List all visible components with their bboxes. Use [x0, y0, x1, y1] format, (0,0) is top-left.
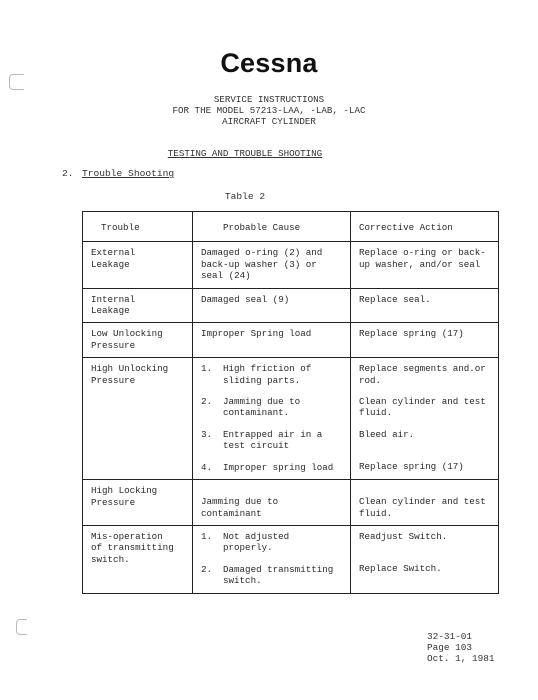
trouble-text: High Unlocking [91, 363, 169, 375]
trouble-text: Leakage [91, 305, 130, 317]
cause-cell [193, 525, 351, 593]
trouble-text: switch. [91, 553, 130, 565]
cause-text: Damaged transmitting switch. [223, 563, 334, 587]
cause-text: Jamming due to contaminant. [223, 396, 301, 419]
table-caption: Table 2 [224, 191, 266, 202]
table-row [83, 242, 499, 288]
trouble-text: of transmitting [91, 542, 174, 554]
cause-cell: Damaged o-ring (2) and back-up washer (3) or seal (24) [193, 242, 351, 288]
cause-text: Not adjusted properly. [223, 530, 290, 554]
cause-number: 3. [201, 428, 213, 440]
cause-number: 2. [201, 563, 213, 575]
trouble-text: Pressure [91, 374, 136, 386]
action-text: Bleed air. [359, 428, 415, 440]
cause-cell: Damaged seal (9) [193, 288, 351, 323]
action-cell: Replace spring (17) [351, 323, 499, 358]
cause-item [201, 531, 344, 554]
cause-item [201, 429, 344, 452]
action-text: Clean cylinder and test fluid. [359, 396, 486, 419]
cause-number: 2. [201, 396, 213, 408]
action-text: Replace spring (17) [359, 461, 464, 473]
action-text: Readjust Switch. [359, 530, 448, 542]
binder-hole-mark-bottom [16, 619, 27, 635]
page-number: Page 103 [427, 642, 473, 653]
cause-cell: Improper Spring load [193, 323, 351, 358]
trouble-shooting-table [82, 211, 499, 594]
header-line-2: FOR THE MODEL 57213-LAA, -LAB, -LAC [172, 105, 366, 116]
action-text: Replace Switch. [359, 563, 442, 575]
trouble-text: Mis-operation [91, 530, 163, 542]
trouble-cell [83, 323, 193, 358]
action-cell: Replace o-ring or back-up washer, and/or seal [351, 242, 499, 288]
trouble-text: External [91, 247, 136, 259]
table-row [83, 480, 499, 526]
trouble-cell [83, 288, 193, 323]
cause-text: Entrapped air in a test circuit [223, 428, 323, 452]
table-row [83, 323, 499, 358]
action-text: Replace segments and.or rod. [359, 363, 486, 386]
trouble-cell [83, 525, 193, 593]
spacer [359, 450, 492, 461]
cause-text: Improper spring load [223, 461, 334, 473]
table-row [83, 525, 499, 593]
trouble-text: Pressure [91, 496, 136, 508]
document-number: 32-31-01 [427, 631, 473, 642]
column-header-probable-cause: Probable Cause [193, 212, 351, 242]
table-row [83, 358, 499, 480]
table-header-row [83, 212, 499, 242]
column-header-corrective-action: Corrective Action [351, 212, 499, 242]
action-cell [351, 525, 499, 593]
trouble-text: High Locking [91, 485, 158, 497]
trouble-text: Low Unlocking [91, 328, 163, 340]
subsection-heading [62, 168, 174, 179]
page-footer [427, 631, 495, 664]
cause-number: 4. [201, 461, 213, 473]
table-row [83, 288, 499, 323]
cause-number: 1. [201, 530, 213, 542]
cause-item [201, 564, 344, 587]
header-line-1: SERVICE INSTRUCTIONS [213, 94, 325, 105]
cause-cell [193, 358, 351, 480]
action-cell: Replace seal. [351, 288, 499, 323]
cause-number: 1. [201, 363, 213, 375]
subsection-number: 2. [62, 168, 74, 179]
trouble-cell [83, 358, 193, 480]
header-line-3: AIRCRAFT CYLINDER [222, 116, 316, 127]
trouble-text: Leakage [91, 258, 130, 270]
action-cell [351, 358, 499, 480]
section-title: TESTING AND TROUBLE SHOOTING [167, 148, 323, 159]
column-header-trouble: Trouble [83, 212, 193, 242]
cause-item [201, 462, 344, 473]
cessna-logo: Cessna [220, 48, 318, 78]
cause-cell: Jamming due to contaminant [193, 480, 351, 526]
cause-item [201, 363, 344, 386]
action-cell: Clean cylinder and test fluid. [351, 480, 499, 526]
subsection-title: Trouble Shooting [82, 168, 175, 179]
cause-item [201, 396, 344, 419]
trouble-cell [83, 242, 193, 288]
cause-text: High friction of sliding parts. [223, 363, 312, 386]
revision-date: Oct. 1, 1981 [427, 653, 495, 664]
trouble-cell [83, 480, 193, 526]
trouble-text: Internal [91, 293, 136, 305]
trouble-text: Pressure [91, 339, 136, 351]
document-header [0, 94, 538, 127]
